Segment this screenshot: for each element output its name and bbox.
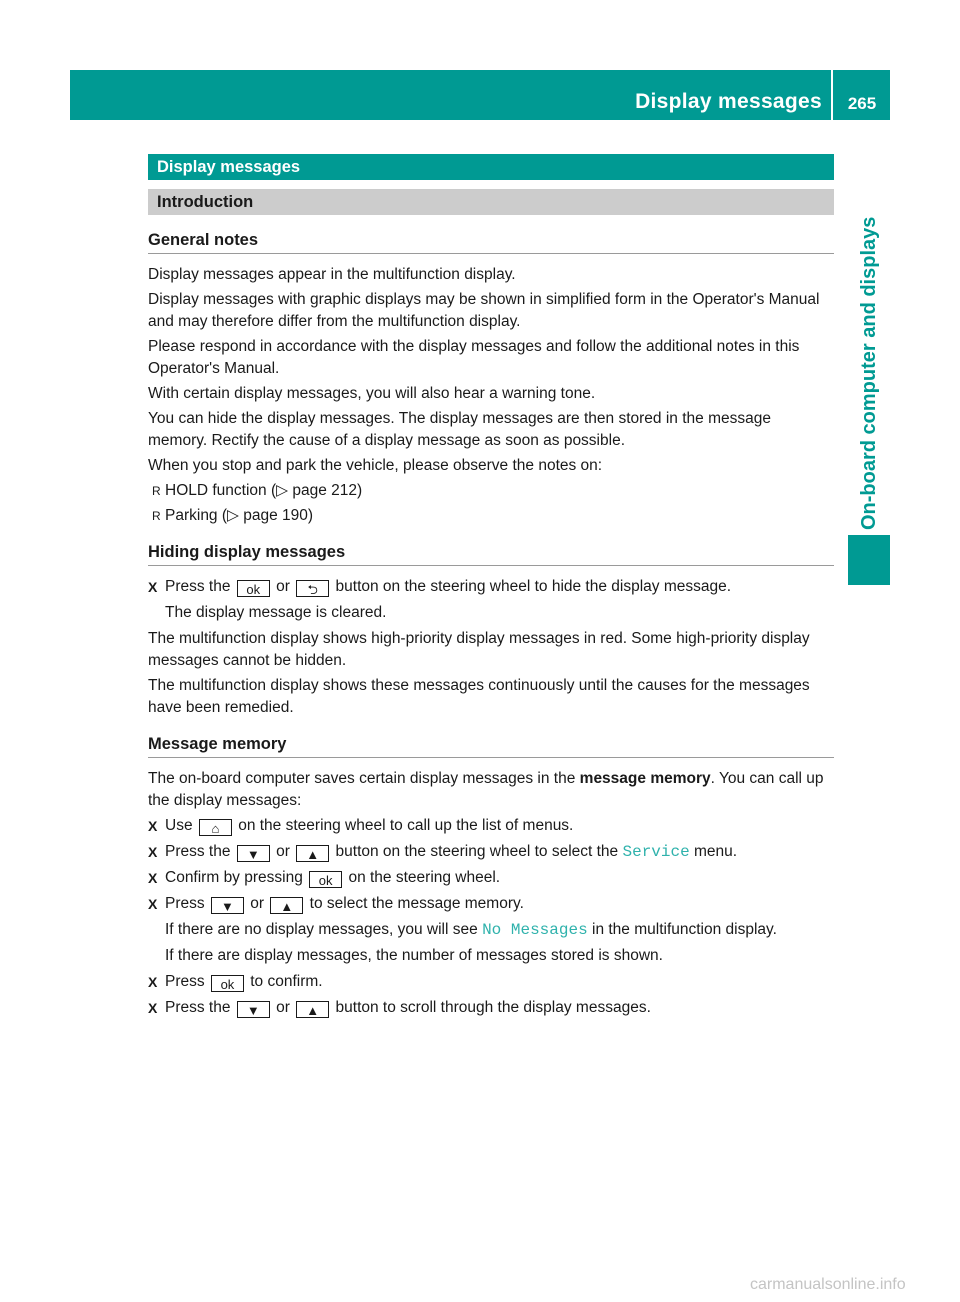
- step-icon: X: [148, 896, 158, 912]
- heading-message-memory: Message memory: [148, 733, 834, 758]
- back-key-icon: ⮌: [296, 580, 329, 597]
- down-key-icon: ▼: [237, 845, 270, 862]
- display-text-no-messages: No Messages: [482, 921, 588, 939]
- page-header: [70, 70, 890, 120]
- section-title: Display messages: [148, 154, 834, 180]
- down-key-icon: ▼: [211, 897, 244, 914]
- instruction-step: X Press ok to confirm.: [148, 973, 323, 992]
- heading-hiding-display-messages: Hiding display messages: [148, 541, 834, 566]
- list-item: R Parking (▷ page 190): [148, 505, 834, 527]
- step-result: If there are display messages, the number of messages stored is shown.: [165, 947, 663, 964]
- instruction-step: X Use ⌂ on the steering wheel to call up the list of menus.: [148, 817, 574, 836]
- subsection-title: Introduction: [148, 189, 834, 215]
- paragraph: When you stop and park the vehicle, please observe the notes on:: [148, 457, 603, 474]
- paragraph: The multifunction display shows these messages continuously until the causes for the messages have been remedied.: [148, 677, 810, 716]
- home-key-icon: ⌂: [199, 819, 232, 836]
- step-icon: X: [148, 974, 158, 990]
- page-ref-icon: ▷: [276, 482, 289, 499]
- paragraph: Display messages appear in the multifunction display.: [148, 266, 516, 283]
- step-result: If there are no display messages, you will see No Messages in the multifunction display.: [165, 921, 777, 939]
- page-number: 265: [847, 94, 877, 113]
- header-title: Display messages: [635, 90, 822, 113]
- step-icon: X: [148, 579, 158, 595]
- paragraph: The multifunction display shows high-priority display messages in red. Some high-priority display messages cannot be hidden.: [148, 630, 810, 669]
- page-content: [148, 154, 834, 1023]
- paragraph: You can hide the display messages. The display messages are then stored in the message memory. Rectify the cause of a display message as soon as possible.: [148, 410, 771, 449]
- step-result: The display message is cleared.: [165, 604, 387, 621]
- instruction-step: X Press the ▼ or ▲ button to scroll through the display messages.: [148, 999, 651, 1018]
- bullet-icon: R: [152, 484, 161, 498]
- up-key-icon: ▲: [296, 1001, 329, 1018]
- instruction-step: X Confirm by pressing ok on the steering wheel.: [148, 869, 501, 888]
- watermark: carmanualsonline.info: [750, 1276, 906, 1293]
- chapter-tab-marker: [848, 535, 890, 585]
- list-item: R HOLD function (▷ page 212): [148, 480, 834, 502]
- instruction-step: X Press the ▼ or ▲ button on the steering wheel to select the Service menu.: [148, 843, 738, 862]
- up-key-icon: ▲: [270, 897, 303, 914]
- ok-key-icon: ok: [211, 975, 244, 992]
- down-key-icon: ▼: [237, 1001, 270, 1018]
- step-icon: X: [148, 844, 158, 860]
- chapter-tab: [848, 120, 890, 540]
- display-text-service: Service: [622, 843, 690, 861]
- page-reference[interactable]: page 190): [243, 507, 314, 524]
- ok-key-icon: ok: [237, 580, 270, 597]
- chapter-tab-label: On-board computer and displays: [858, 216, 880, 530]
- instruction-step: X Press the ok or ⮌ button on the steering wheel to hide the display message.: [148, 578, 732, 597]
- step-icon: X: [148, 870, 158, 886]
- up-key-icon: ▲: [296, 845, 329, 862]
- paragraph: Please respond in accordance with the display messages and follow the additional notes in this Operator's Manual.: [148, 338, 800, 377]
- header-divider: [831, 70, 833, 120]
- paragraph: Display messages with graphic displays may be shown in simplified form in the Operator's Manual and may therefore differ from the multifunction display.: [148, 291, 820, 330]
- step-icon: X: [148, 818, 158, 834]
- ok-key-icon: ok: [309, 871, 342, 888]
- paragraph: With certain display messages, you will also hear a warning tone.: [148, 385, 596, 402]
- bullet-icon: R: [152, 509, 161, 523]
- step-icon: X: [148, 1000, 158, 1016]
- page-reference[interactable]: page 212): [292, 482, 363, 499]
- paragraph: The on-board computer saves certain display messages in the message memory. You can call up the display messages:: [148, 770, 824, 809]
- instruction-step: X Press ▼ or ▲ to select the message memory.: [148, 895, 524, 914]
- heading-general-notes: General notes: [148, 229, 834, 254]
- page-ref-icon: ▷: [227, 507, 239, 524]
